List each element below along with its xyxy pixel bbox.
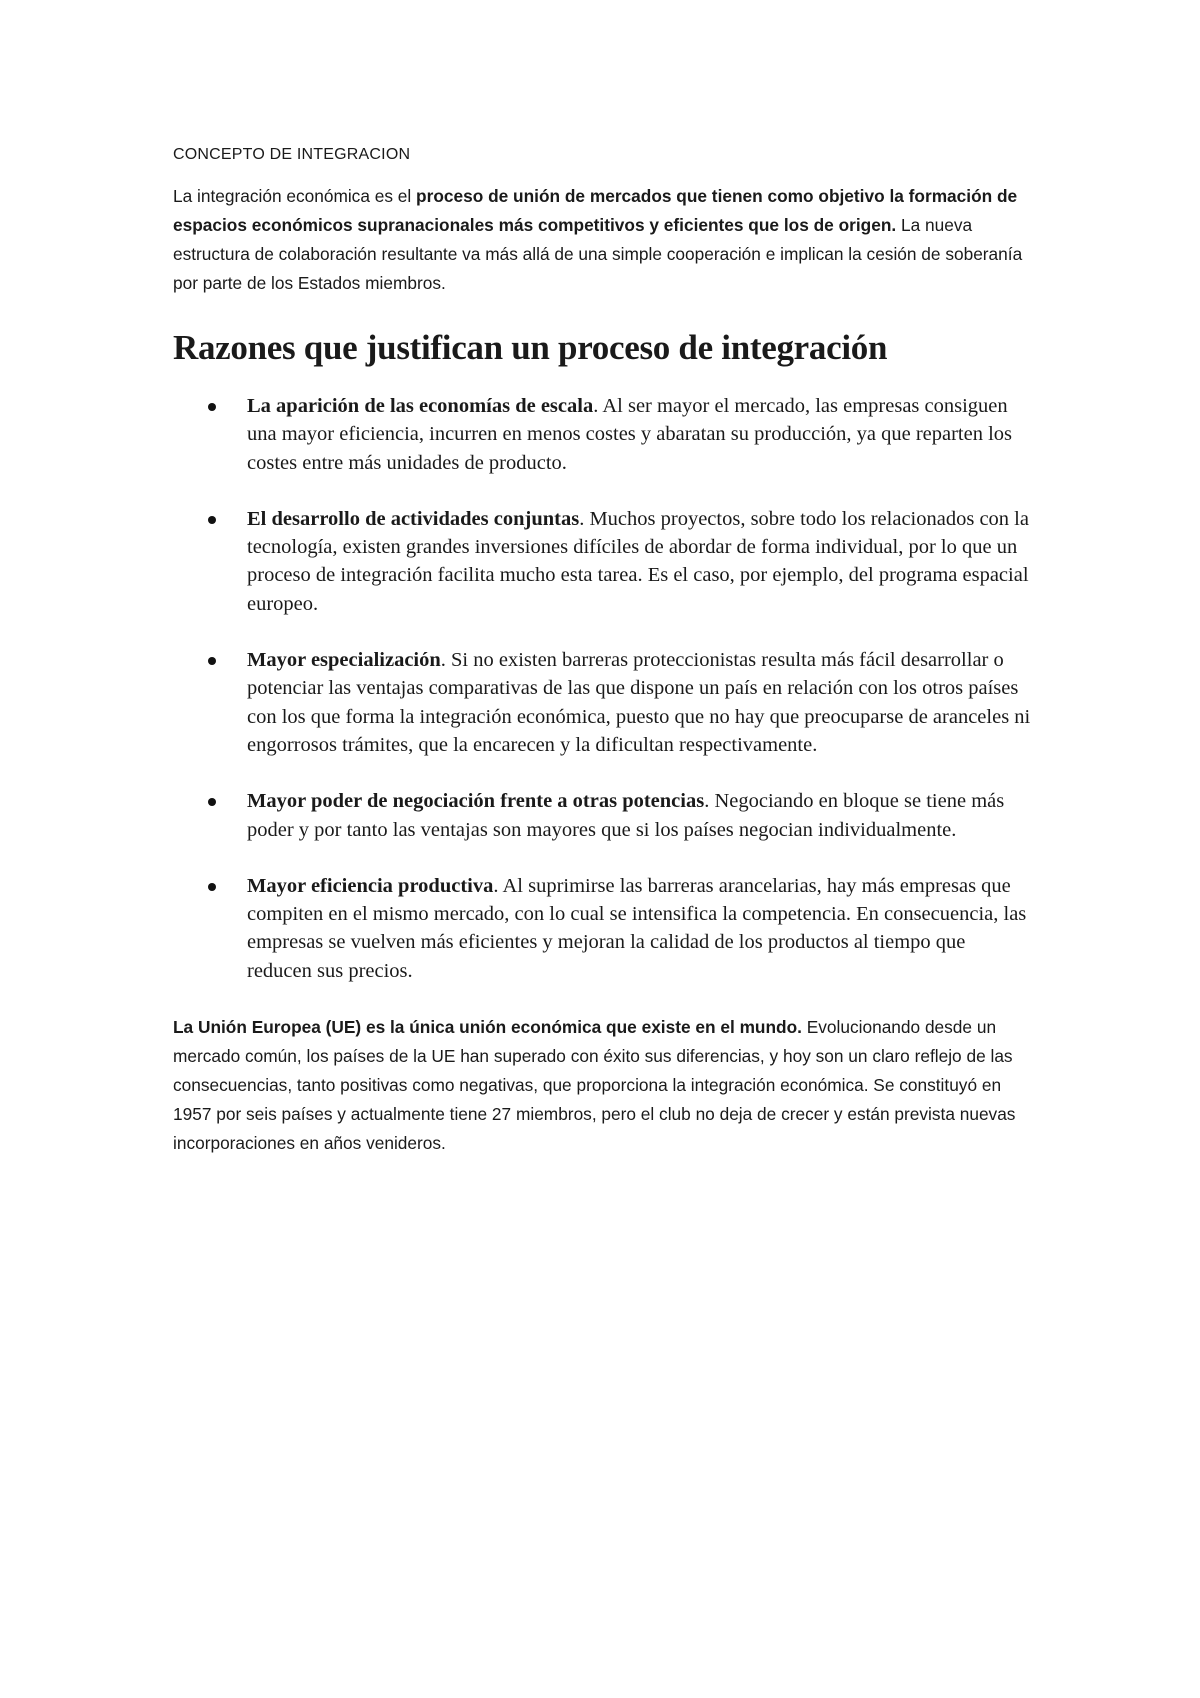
list-item	[173, 646, 1033, 759]
document-body	[173, 146, 1033, 1158]
reason-title: Mayor poder de negociación frente a otras potencias	[247, 790, 705, 813]
bullet-icon	[208, 403, 216, 411]
bullet-icon	[208, 883, 216, 891]
reason-title: Mayor especialización	[247, 649, 441, 672]
reason-title: El desarrollo de actividades conjuntas	[247, 507, 580, 530]
list-item	[173, 787, 1033, 844]
intro-rest: La nueva estructura de colaboración resultante va más allá de una simple cooperación e implican la cesión de soberanía por parte de los Estados miembros.	[173, 215, 1023, 293]
intro-lead: La integración económica es el	[173, 186, 417, 206]
closing-bold: La Unión Europea (UE) es la única unión económica que existe en el mundo.	[173, 1017, 802, 1038]
reason-text: . Muchos proyectos, sobre todo los relacionados con la tecnología, existen grandes inversiones difíciles de abordar de forma individual, por lo que un proceso de integración facilita mucho esta tarea. Es el caso, por ejemplo, del programa espacial europeo.	[247, 507, 1029, 615]
reason-text: . Al suprimirse las barreras arancelarias, hay más empresas que compiten en el mismo mercado, con lo cual se intensifica la competencia. En consecuencia, las empresas se vuelven más eficientes y mejoran la calidad de los productos al tiempo que reducen sus precios.	[247, 874, 1027, 982]
reasons-heading: Razones que justifican un proceso de integración	[173, 328, 888, 367]
reason-title: Mayor eficiencia productiva	[247, 874, 494, 897]
reason-text: . Al ser mayor el mercado, las empresas consiguen una mayor eficiencia, incurren en menos costes y abaratan su producción, ya que reparten los costes entre más unidades de producto.	[247, 395, 1013, 474]
reason-text: . Negociando en bloque se tiene más poder y por tanto las ventajas son mayores que si los países negocian individualmente.	[247, 790, 1005, 841]
bullet-icon	[208, 798, 216, 806]
intro-bold: proceso de unión de mercados que tienen como objetivo la formación de espacios económicos supranacionales más competitivos y eficientes que los de origen.	[173, 186, 1018, 235]
list-item	[173, 872, 1033, 985]
list-item	[173, 392, 1033, 477]
closing-rest: Evolucionando desde un mercado común, los países de la UE han superado con éxito sus diferencias, y hoy son un claro reflejo de las consecuencias, tanto positivas como negativas, que proporciona la integración económica. Se constituyó en 1957 por seis países y actualmente tiene 27 miembros, pero el club no deja de crecer y están prevista nuevas incorporaciones en años venideros.	[173, 1017, 1016, 1154]
bullet-icon	[208, 516, 216, 524]
closing-paragraph	[173, 1013, 1033, 1158]
reason-title: La aparición de las economías de escala	[247, 395, 594, 417]
reasons-list	[173, 392, 1033, 985]
bullet-icon	[208, 657, 216, 665]
intro-paragraph	[173, 182, 1033, 298]
reason-text: . Si no existen barreras proteccionistas resulta más fácil desarrollar o potenciar las ventajas comparativas de las que dispone un país en relación con los otros países con los que forma la integración económica, puesto que no hay que preocuparse de aranceles ni engorrosos trámites, que la encarecen y la dificultan respectivamente.	[247, 649, 1031, 756]
list-item	[173, 505, 1033, 618]
section-title: CONCEPTO DE INTEGRACION	[173, 146, 411, 163]
